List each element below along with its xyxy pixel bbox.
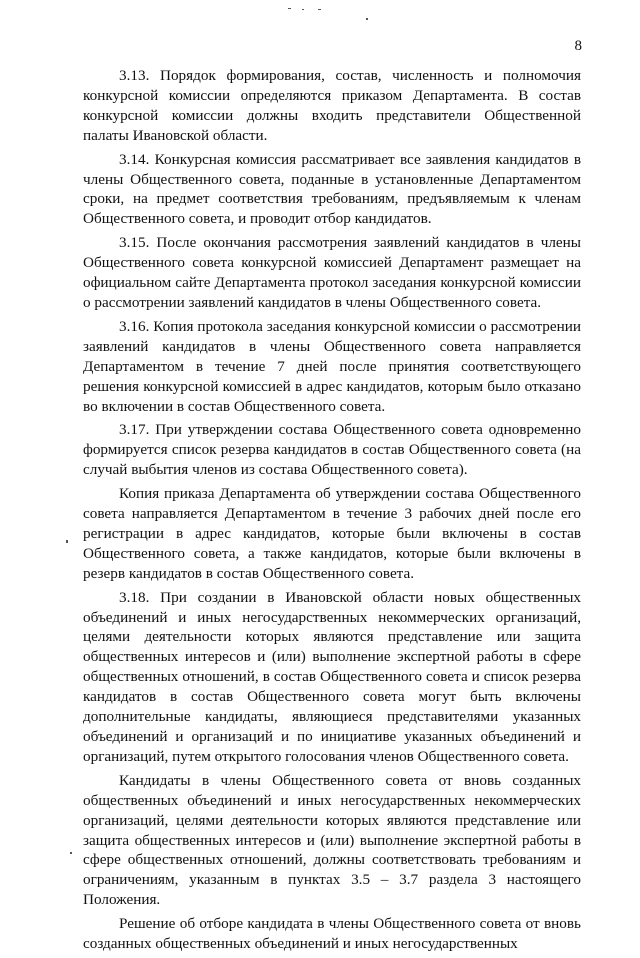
paragraph-3-18-candidates: Кандидаты в члены Общественного совета от вновь созданных общественных объединений и иных негосударственных некоммерческих организаций, целями деятельности которых являются представление или защита общественных интересов и (или) выполнение экспертной работы в сфере общественных отношений, должны соответствовать требованиям и ограничениям, указанным в пунктах 3.5 – 3.7 раздела 3 настоящего Положения. bbox=[83, 771, 581, 909]
scan-mark bbox=[302, 9, 304, 10]
paragraph-3-18-decision: Решение об отборе кандидата в члены Общественного совета от вновь созданных общественных объединений и иных негосударственных bbox=[83, 915, 581, 953]
scan-mark bbox=[66, 540, 68, 543]
paragraph-3-17: 3.17. При утверждении состава Общественного совета одновременно формируется список резерва кандидатов в состав Общественного совета (на случай выбытия членов из состава Общественного совета). bbox=[83, 421, 581, 479]
page-number: 8 bbox=[574, 38, 582, 54]
paragraph-3-16: 3.16. Копия протокола заседания конкурсной комиссии о рассмотрении заявлений кандидатов в члены Общественного совета направляется Департаментом в течение 7 дней после принятия соответствующего решения конкурсной комиссией в адрес кандидатов, которым было отказано во включении в состав Общественного совета. bbox=[83, 317, 581, 415]
scan-mark bbox=[70, 852, 72, 854]
paragraph-3-15: 3.15. После окончания рассмотрения заявлений кандидатов в члены Общественного совета конкурсной комиссией Департамент размещает на официальном сайте Департамента протокол заседания конкурсной комиссии о рассмотрении заявлений кандидатов в члены Общественного совета. bbox=[83, 234, 581, 311]
paragraph-3-18: 3.18. При создании в Ивановской области новых общественных объединений и иных негосударственных некоммерческих организаций, целями деятельности которых являются представление или защита общественных интересов и (или) выполнение экспертной работы в сфере общественных отношений, в состав Общественного совета и список резерва кандидатов в состав Общественного совета могут быть включены дополнительные кандидаты, являющиеся представителями указанных объединений и организаций и по инициативе указанных объединений и организаций, путем открытого голосования членов Общественного совета. bbox=[83, 588, 581, 765]
paragraph-3-14: 3.14. Конкурсная комиссия рассматривает все заявления кандидатов в члены Общественного совета, поданные в установленные Департаментом сроки, на предмет соответствия требованиям, предъявляемым к членам Общественного совета, и проводит отбор кандидатов. bbox=[83, 150, 581, 228]
paragraph-3-13: 3.13. Порядок формирования, состав, численность и полномочия конкурсной комиссии определяются приказом Департамента. В состав конкурсной комиссии должны входить представители Общественной палаты Ивановской области. bbox=[83, 67, 581, 144]
paragraph-3-17-copy: Копия приказа Департамента об утверждении состава Общественного совета направляется Департаментом в течение 3 рабочих дней после его регистрации в адрес кандидатов, которые были включены в состав Общественного совета, а также кандидатов, которые были включены в резерв кандидатов в состав Общественного совета. bbox=[83, 485, 581, 582]
scan-mark bbox=[288, 8, 291, 9]
scan-mark bbox=[318, 9, 321, 10]
scan-mark bbox=[366, 18, 368, 20]
document-body bbox=[83, 66, 581, 958]
